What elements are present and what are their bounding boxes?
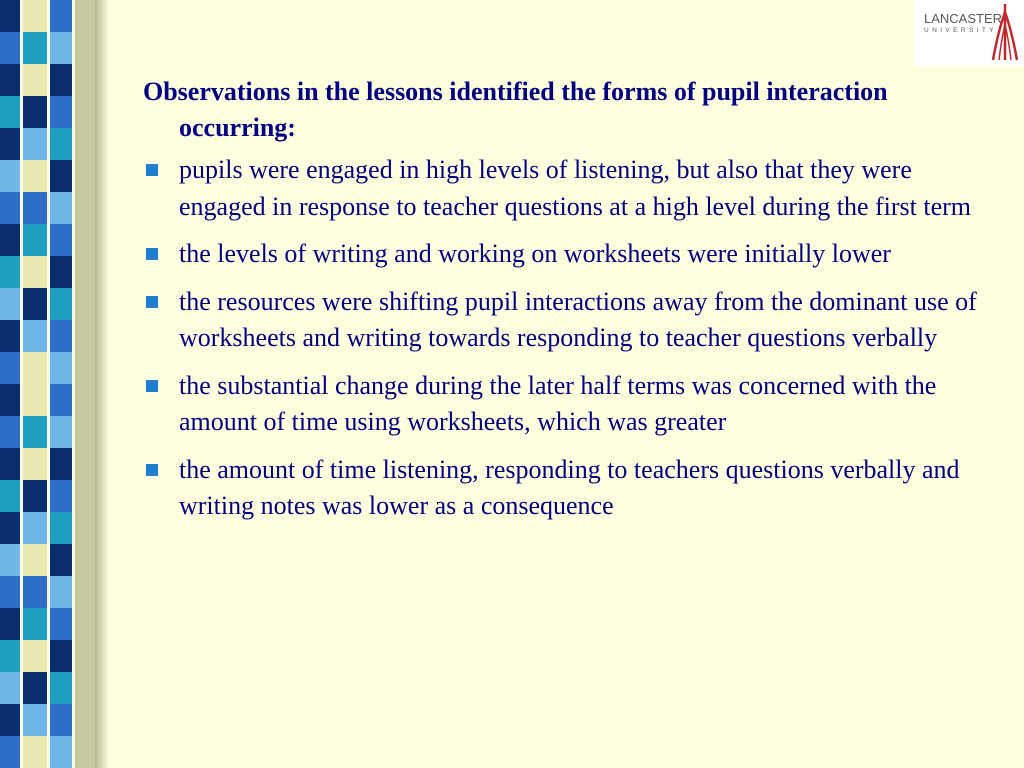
- stripe-cell: [0, 384, 20, 416]
- stripe-cell: [50, 320, 72, 352]
- stripe-cell: [50, 512, 72, 544]
- bullet-item: [143, 152, 983, 225]
- square-bullet-icon: [146, 380, 158, 392]
- bullet-text: pupils were engaged in high levels of listening, but also that they were engaged in response to teacher questions at a high level during the first term: [179, 155, 972, 221]
- stripe-cell: [50, 160, 72, 192]
- bullet-item: [143, 368, 983, 441]
- logo-line-2: UNIVERSITY: [924, 27, 998, 34]
- stripe-cell: [50, 416, 72, 448]
- stripe-cell: [0, 704, 20, 736]
- slide-heading: Observations in the lessons identified the forms of pupil interaction occurring:: [143, 77, 888, 142]
- stripe-cell: [0, 96, 20, 128]
- stripe-cell: [50, 224, 72, 256]
- square-bullet-icon: [146, 248, 158, 260]
- logo-line-1: LANCASTER: [924, 11, 1003, 26]
- stripe-cell: [23, 576, 47, 608]
- lancaster-university-logo: [914, 0, 1024, 66]
- stripe-cell: [0, 512, 20, 544]
- stripe-cell: [23, 704, 47, 736]
- stripe-cell: [50, 128, 72, 160]
- square-bullet-icon: [146, 164, 158, 176]
- stripe-cell: [0, 544, 20, 576]
- stripe-cell: [0, 128, 20, 160]
- bullet-text: the levels of writing and working on worksheets were initially lower: [179, 239, 891, 268]
- stripe-cell: [0, 224, 20, 256]
- stripe-column-middle: [50, 0, 72, 768]
- stripe-cell: [50, 576, 72, 608]
- stripe-column-left: [0, 0, 20, 768]
- stripe-cell: [0, 640, 20, 672]
- stripe-cell: [23, 416, 47, 448]
- stripe-cell: [23, 640, 47, 672]
- bullet-text: the substantial change during the later half terms was concerned with the amount of time using worksheets, which was greater: [179, 370, 937, 436]
- stripe-cell: [0, 448, 20, 480]
- stripe-cell: [50, 480, 72, 512]
- stripe-cell: [23, 256, 47, 288]
- stripe-cell: [23, 128, 47, 160]
- stripe-cell: [50, 384, 72, 416]
- stripe-cell: [50, 288, 72, 320]
- slide-content: [143, 74, 983, 536]
- stripe-cell: [23, 0, 47, 32]
- stripe-cell: [0, 0, 20, 32]
- stripe-cell: [23, 192, 47, 224]
- stripe-cell: [0, 288, 20, 320]
- bullet-item: [143, 236, 983, 273]
- stripe-column-light: [23, 0, 47, 768]
- stripe-cell: [23, 448, 47, 480]
- bullet-item: [143, 284, 983, 357]
- stripe-cell: [50, 32, 72, 64]
- bullet-text: the resources were shifting pupil interactions away from the dominant use of worksheets and writing towards responding to teacher questions verbally: [179, 286, 977, 352]
- stripe-cell: [0, 64, 20, 96]
- stripe-cell: [50, 544, 72, 576]
- rose-emblem-icon: [990, 2, 1020, 62]
- stripe-cell: [0, 672, 20, 704]
- stripe-cell: [23, 32, 47, 64]
- bullet-list: [143, 152, 983, 525]
- stripe-cell: [0, 608, 20, 640]
- stripe-cell: [0, 192, 20, 224]
- stripe-cell: [50, 192, 72, 224]
- stripe-cell: [23, 736, 47, 768]
- bullet-text: the amount of time listening, responding to teachers questions verbally and writing notes was lower as a consequence: [179, 454, 960, 520]
- stripe-cell: [0, 160, 20, 192]
- stripe-cell: [23, 352, 47, 384]
- stripe-cell: [23, 320, 47, 352]
- stripe-cell: [50, 704, 72, 736]
- stripe-cell: [23, 64, 47, 96]
- stripe-cell: [23, 544, 47, 576]
- stripe-cell: [50, 0, 72, 32]
- stripe-cell: [0, 32, 20, 64]
- square-bullet-icon: [146, 464, 158, 476]
- decorative-stripe-band: [0, 0, 104, 768]
- stripe-cell: [23, 512, 47, 544]
- stripe-cell: [0, 320, 20, 352]
- stripe-cell: [23, 384, 47, 416]
- stripe-cell: [50, 352, 72, 384]
- stripe-cell: [50, 672, 72, 704]
- stripe-cell: [50, 256, 72, 288]
- stripe-cell: [23, 480, 47, 512]
- stripe-cell: [50, 64, 72, 96]
- stripe-cell: [0, 480, 20, 512]
- stripe-cell: [0, 576, 20, 608]
- stripe-shadow: [95, 0, 109, 768]
- stripe-cell: [23, 96, 47, 128]
- stripe-cell: [23, 608, 47, 640]
- stripe-cell: [23, 224, 47, 256]
- stripe-cell: [50, 96, 72, 128]
- square-bullet-icon: [146, 296, 158, 308]
- stripe-cell: [50, 448, 72, 480]
- stripe-cell: [0, 352, 20, 384]
- stripe-cell: [50, 736, 72, 768]
- stripe-cell: [23, 288, 47, 320]
- stripe-cell: [0, 736, 20, 768]
- stripe-cell: [23, 672, 47, 704]
- stripe-cell: [50, 640, 72, 672]
- stripe-column-beige: [75, 0, 95, 768]
- stripe-cell: [0, 256, 20, 288]
- stripe-cell: [0, 416, 20, 448]
- stripe-cell: [50, 608, 72, 640]
- stripe-cell: [23, 160, 47, 192]
- bullet-item: [143, 452, 983, 525]
